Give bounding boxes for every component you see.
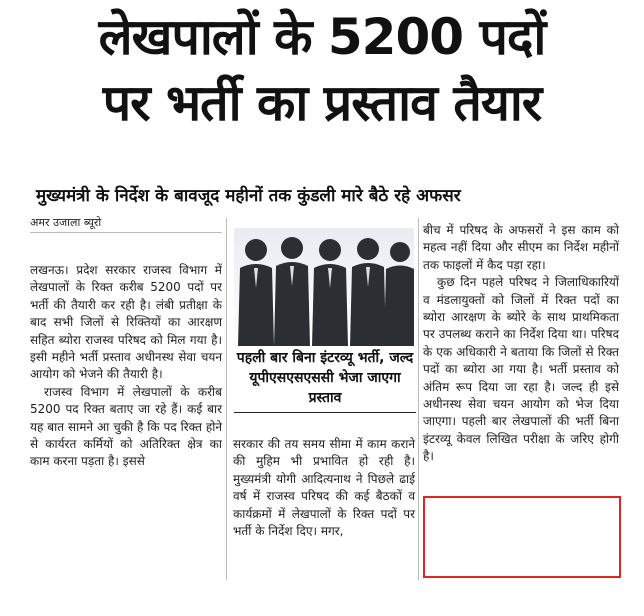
- paragraph: बीच में परिषद के अफसरों ने इस काम को महत्व नहीं दिया और सीएम का निर्देश महीनों तक फाइलों में कैद पड़ा रहा।: [423, 223, 619, 272]
- headline-line-1: लेखपालों के 5200 पदों: [98, 8, 546, 66]
- subheadline: मुख्यमंत्री के निर्देश के बावजूद महीनों तक कुंडली मारे बैठे रहे अफसर: [36, 186, 461, 206]
- column-rule-right: [418, 218, 419, 580]
- person-silhouette: [274, 237, 310, 346]
- person-silhouette: [350, 238, 386, 346]
- paragraph: कुछ दिन पहले परिषद ने जिलाधिकारियों व मंडलायुक्तों को जिलों में रिक्त पदों का ब्योरा आरक्षण के ब्योरे के साथ प्राथमिकता पर उपलब्ध कराने का निर्देश दिया था। परिषद के एक अधिकारी ने बताया कि जिलों से रिक्त पदों का ब्योरा आ गया है। भर्ती प्रस्ताव को अंतिम रूप दिया जा रहा है। जल्द ही इसे अधीनस्थ सेवा चयन आयोग को भेज दिया जाएगा। पहली बार लेखपालों की भर्ती बिना इंटरव्यू केवल लिखित परीक्षा के जरिए होगी है।: [423, 275, 619, 464]
- byline-divider: [30, 232, 222, 233]
- article-column-2: [233, 436, 415, 540]
- headline-line-2: पर भर्ती का प्रस्ताव तैयार: [102, 74, 542, 132]
- highlight-box: [423, 496, 621, 578]
- byline: अमर उजाला ब्यूरो: [30, 216, 102, 229]
- person-silhouette: [312, 239, 348, 346]
- column-rule-left: [226, 218, 227, 580]
- headline: [8, 4, 636, 136]
- article-column-3: [423, 222, 619, 466]
- photo-caption: पहली बार बिना इंटरव्यू भर्ती, जल्द यूपीएसएसएससी भेजा जाएगा प्रस्ताव: [234, 348, 416, 413]
- person-silhouette: [384, 242, 414, 346]
- paragraph: सरकार की तय समय सीमा में काम कराने की मुहिम भी प्रभावित हो रही है। मुख्यमंत्री योगी आदित्यनाथ ने पिछले ढाई वर्ष में राजस्व परिषद की कई बैठकों व कार्यक्रमों में लेखपालों के रिक्त पदों पर भर्ती के निर्देश दिए। मगर,: [233, 437, 415, 539]
- silhouettes-illustration: [234, 228, 414, 346]
- person-silhouette: [238, 239, 274, 346]
- article-column-1: [30, 262, 222, 471]
- paragraph: राजस्व विभाग में लेखपालों के करीब 5200 पद रिक्त बताए जा रहे हैं। कई बार यह बात सामने आ चुकी है कि पद रिक्त होने से कार्यरत कर्मियों को अतिरिक्त क्षेत्र का काम करना पड़ता है। इससे: [30, 384, 222, 469]
- businessmen-photo: [234, 228, 414, 346]
- paragraph: लखनऊ। प्रदेश सरकार राजस्व विभाग में लेखपालों के रिक्त करीब 5200 पदों पर भर्ती की तैयारी कर रही है। लंबी प्रतीक्षा के बाद सभी जिलों से रिक्तियों का आरक्षण सहित ब्योरा राजस्व परिषद को मिल गया है। इसी महीने भर्ती प्रस्ताव अधीनस्थ सेवा चयन आयोग को भेजने की तैयारी है।: [30, 263, 222, 382]
